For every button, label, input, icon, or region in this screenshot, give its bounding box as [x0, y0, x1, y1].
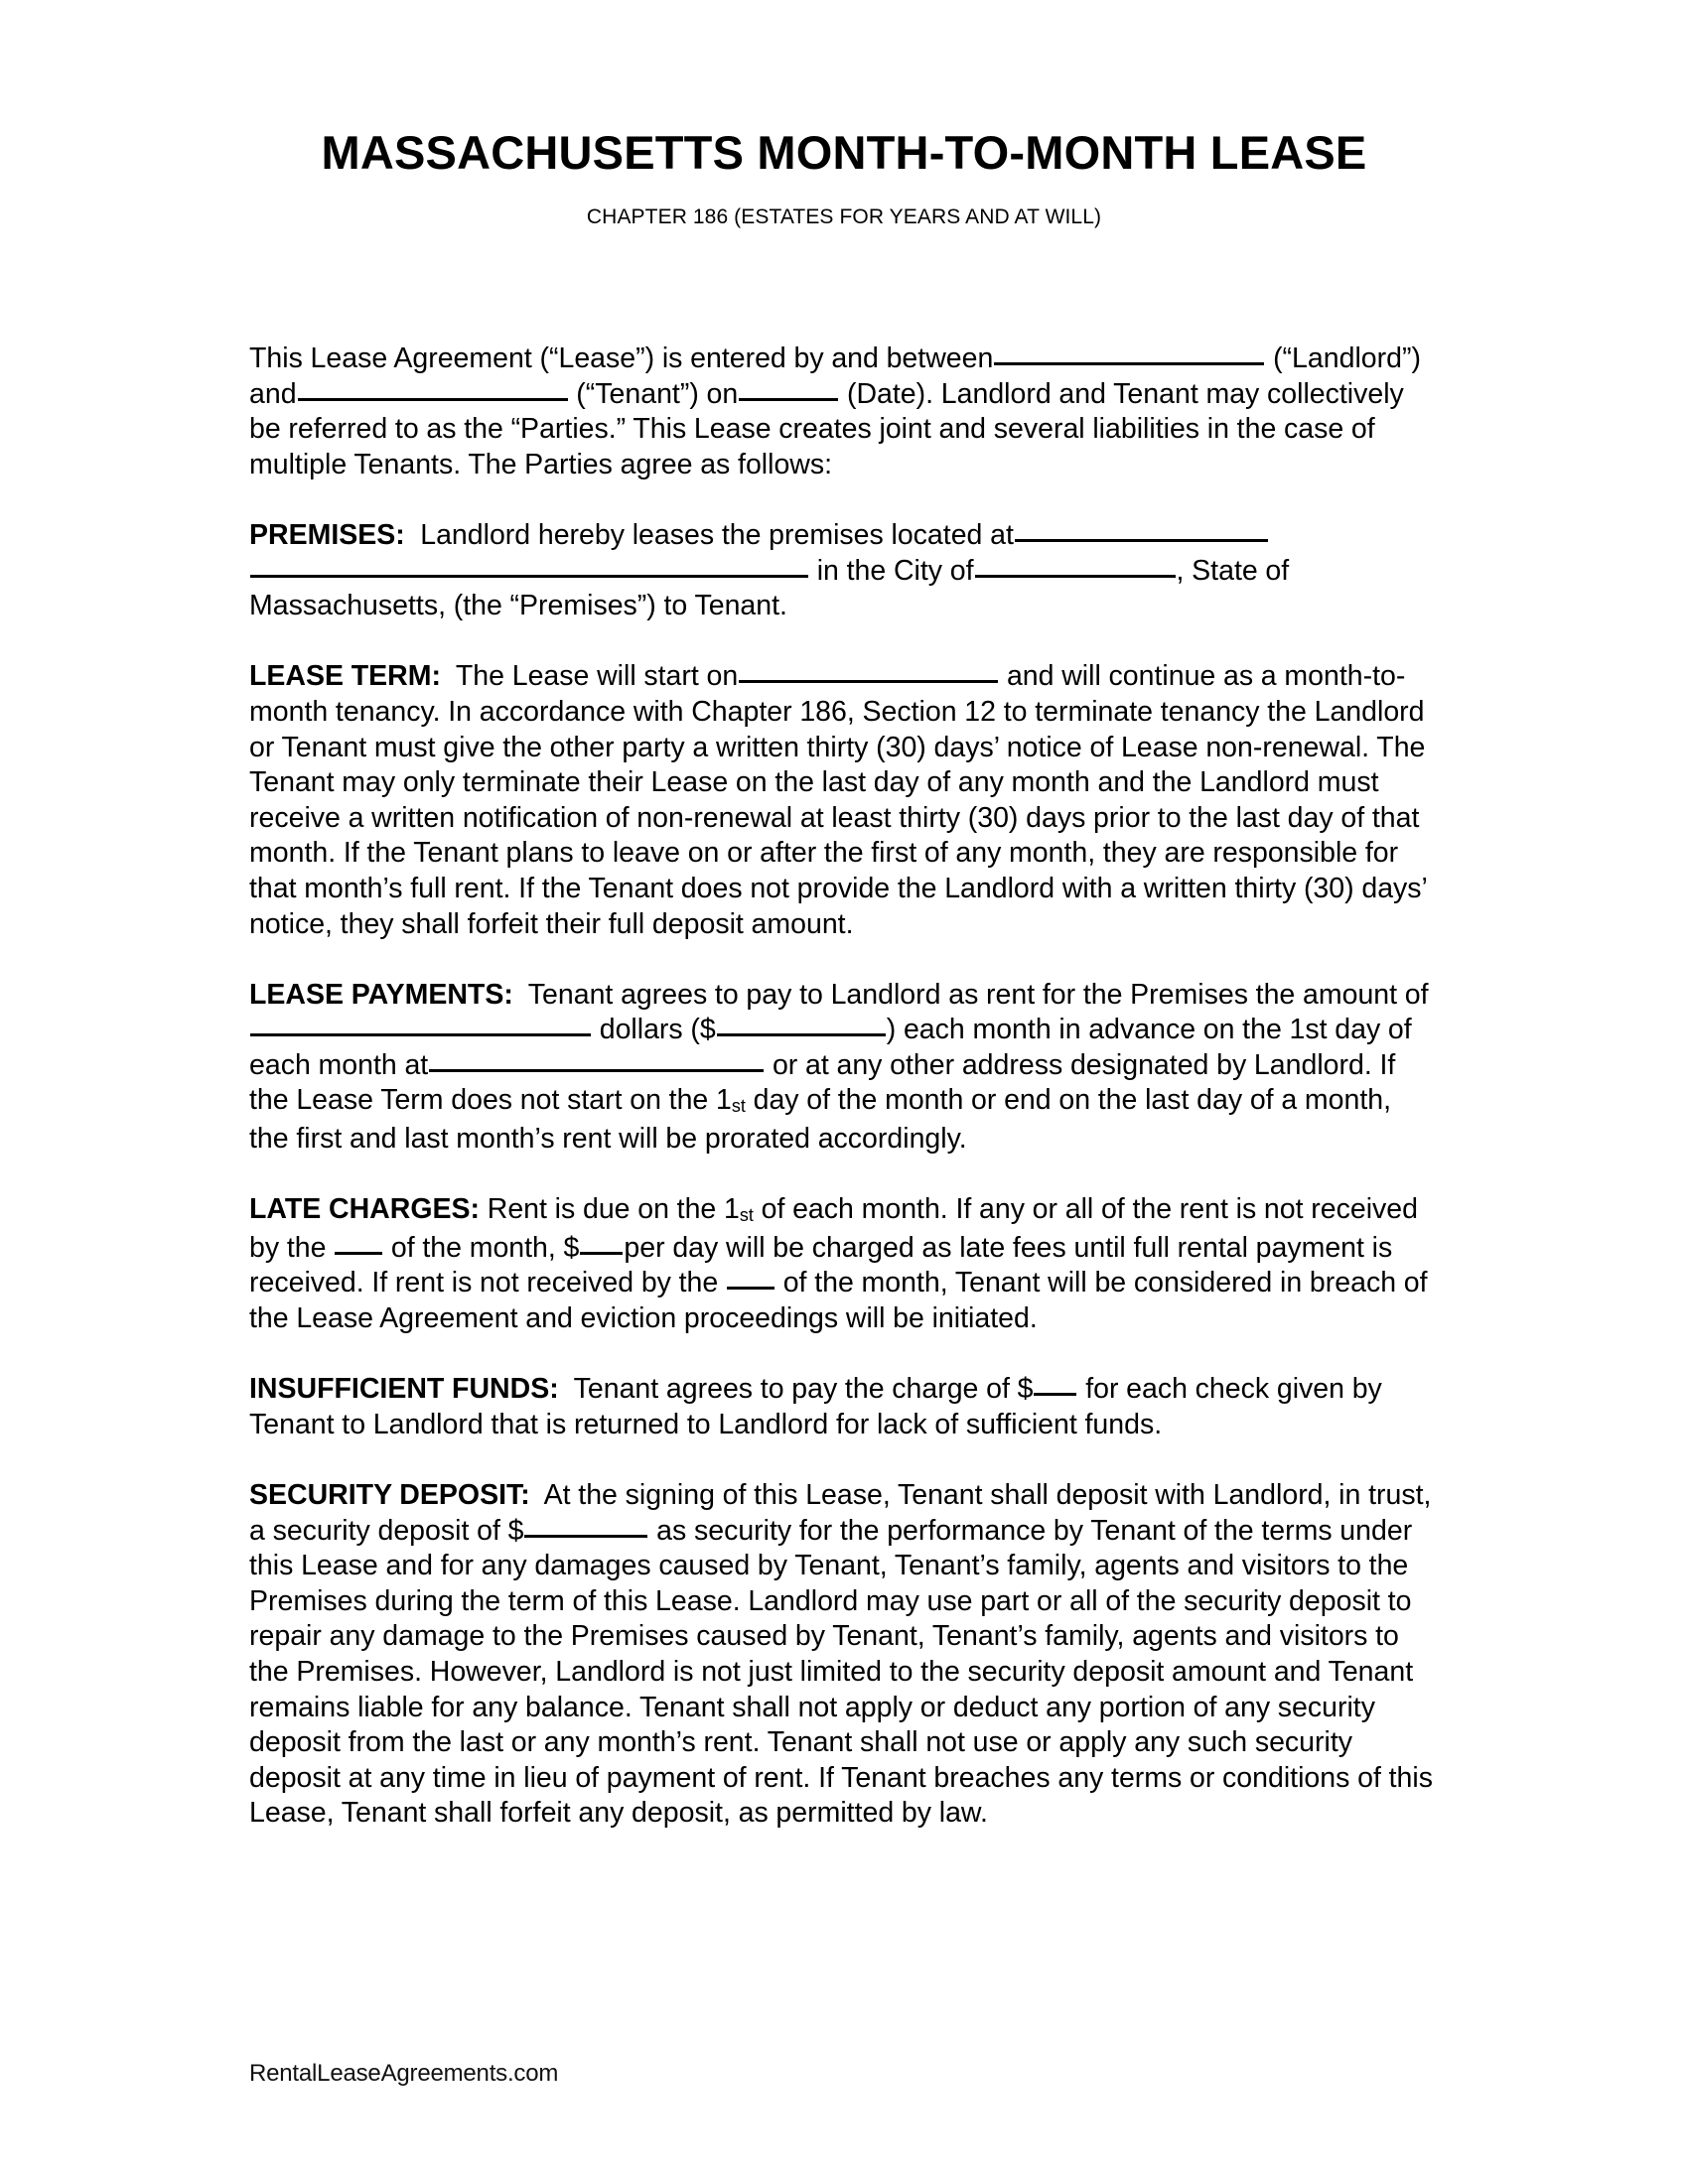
premises-text-2: in the City of — [816, 554, 974, 587]
paragraph-lease-term — [249, 659, 1433, 942]
late-day-blank-1[interactable] — [335, 1233, 382, 1255]
intro-text-4: (Date). Landlord and Tenant may collectively be referred to as the “Parties.” This Lease creates joint and several liabilities in the case of multiple Tenants. The Parties agree as follows: — [249, 377, 1404, 480]
premises-city-blank[interactable] — [975, 556, 1176, 578]
lease-term-text-2: and will continue as a month-to-month tenancy. In accordance with Chapter 186, Section 12 to terminate tenancy the Landlord or Tenant must give the other party a written thirty (30) days’ notice of Lease non-renewal. The Tenant may only terminate their Lease on the last day of any month and the Landlord must receive a written notification of non-renewal at least thirty (30) days prior to the last day of that month. If the Tenant plans to leave on or after the first of any month, they are responsible for that month’s full rent. If the Tenant does not provide the Landlord with a written thirty (30) days’ notice, they shall forfeit their full deposit amount. — [249, 660, 1427, 940]
premises-address-blank-2[interactable] — [250, 556, 808, 578]
security-deposit-amount-blank[interactable] — [524, 1516, 647, 1538]
premises-address-blank-1[interactable] — [1015, 520, 1268, 542]
late-charges-text-5: of the month, Tenant will be considered in breach of the Lease Agreement and eviction proceedings will be initiated. — [249, 1267, 1428, 1335]
rent-amount-words-blank[interactable] — [250, 1015, 591, 1036]
security-deposit-text-1: At the signing of this Lease, Tenant shall deposit with Landlord, in trust, a security deposit of $ — [249, 1479, 1432, 1547]
late-charges-text-3: of the month, $ — [390, 1231, 580, 1264]
lease-payments-text-1: Tenant agrees to pay to Landlord as rent for the Premises the amount of — [527, 978, 1429, 1011]
premises-text-3: , State of Massachusetts, (the “Premises”) to Tenant. — [249, 554, 1290, 622]
lease-start-date-blank[interactable] — [739, 661, 998, 683]
document-body — [249, 341, 1433, 1832]
paragraph-intro — [249, 341, 1433, 482]
paragraph-insufficient-funds — [249, 1372, 1433, 1442]
lease-payments-text-5: day of the month or end on the last day of a month, the first and last month’s rent will be prorated accordingly. — [249, 1084, 1392, 1156]
intro-text-1: This Lease Agreement (“Lease”) is entered by and between — [249, 342, 994, 374]
page-subtitle: CHAPTER 186 (ESTATES FOR YEARS AND AT WILL) — [586, 205, 1102, 228]
security-deposit-heading: SECURITY DEPOSIT: — [249, 1479, 530, 1511]
paragraph-security-deposit — [249, 1478, 1433, 1832]
lease-term-heading: LEASE TERM: — [249, 660, 441, 693]
premises-heading: PREMISES: — [249, 518, 405, 551]
lease-payments-text-4: or at any other address designated by Landlord. If the Lease Term does not start on the 1 — [249, 1048, 1396, 1117]
intro-text-3: (“Tenant”) on — [576, 377, 739, 410]
ordinal-suffix-1st: st — [731, 1096, 746, 1117]
late-fee-amount-blank[interactable] — [580, 1233, 623, 1255]
ordinal-suffix-1st: st — [739, 1205, 754, 1226]
lease-payments-heading: LEASE PAYMENTS: — [249, 978, 513, 1011]
date-blank[interactable] — [739, 379, 838, 401]
late-charges-text-1: Rent is due on the 1 — [487, 1193, 740, 1226]
late-day-blank-2[interactable] — [727, 1268, 774, 1290]
premises-text-1: Landlord hereby leases the premises located at — [420, 518, 1014, 551]
nsf-charge-blank[interactable] — [1034, 1374, 1076, 1396]
paragraph-lease-payments — [249, 978, 1433, 1158]
lease-term-text-1: The Lease will start on — [455, 660, 739, 693]
insufficient-funds-text-2: for each check given by Tenant to Landlord that is returned to Landlord for lack of sufficient funds. — [249, 1373, 1382, 1440]
lease-payments-text-2: dollars ($ — [599, 1014, 716, 1046]
late-charges-heading: LATE CHARGES: — [249, 1193, 481, 1226]
late-charges-text-4: per day will be charged as late fees until full rental payment is received. If rent is not received by the — [249, 1231, 1393, 1299]
security-deposit-text-2: as security for the performance by Tenant of the terms under this Lease and for any damages caused by Tenant, Tenant’s family, agents and visitors to the Premises during the term of this Lease. Landlord may use part or all of the security deposit to repair any damage to the Premises caused by Tenant, Tenant’s family, agents and visitors to the Premises. However, Landlord is not just limited to the security deposit amount and Tenant remains liable for any balance. Tenant shall not apply or deduct any portion of any security deposit from the last or any month’s rent. Tenant shall not use or apply any such security deposit at any time in lieu of payment of rent. If Tenant breaches any terms or conditions of this Lease, Tenant shall forfeit any deposit, as permitted by law. — [249, 1514, 1433, 1830]
footer-website: RentalLeaseAgreements.com — [249, 2060, 559, 2087]
insufficient-funds-text-1: Tenant agrees to pay the charge of $ — [573, 1373, 1034, 1406]
intro-text-2: (“Landlord”) and — [249, 342, 1421, 410]
page-title: MASSACHUSETTS MONTH-TO-MONTH LEASE — [321, 126, 1367, 179]
paragraph-late-charges — [249, 1192, 1433, 1336]
late-charges-text-2: of each month. If any or all of the rent is not received by the — [249, 1193, 1418, 1264]
payment-address-blank[interactable] — [429, 1050, 764, 1072]
document-header — [0, 127, 1688, 229]
paragraph-premises — [249, 518, 1433, 624]
landlord-name-blank[interactable] — [994, 343, 1264, 365]
tenant-name-blank[interactable] — [298, 379, 568, 401]
insufficient-funds-heading: INSUFFICIENT FUNDS: — [249, 1373, 559, 1406]
lease-payments-text-3: ) each month in advance on the 1st day of each month at — [249, 1014, 1412, 1081]
rent-amount-numeric-blank[interactable] — [717, 1015, 886, 1036]
